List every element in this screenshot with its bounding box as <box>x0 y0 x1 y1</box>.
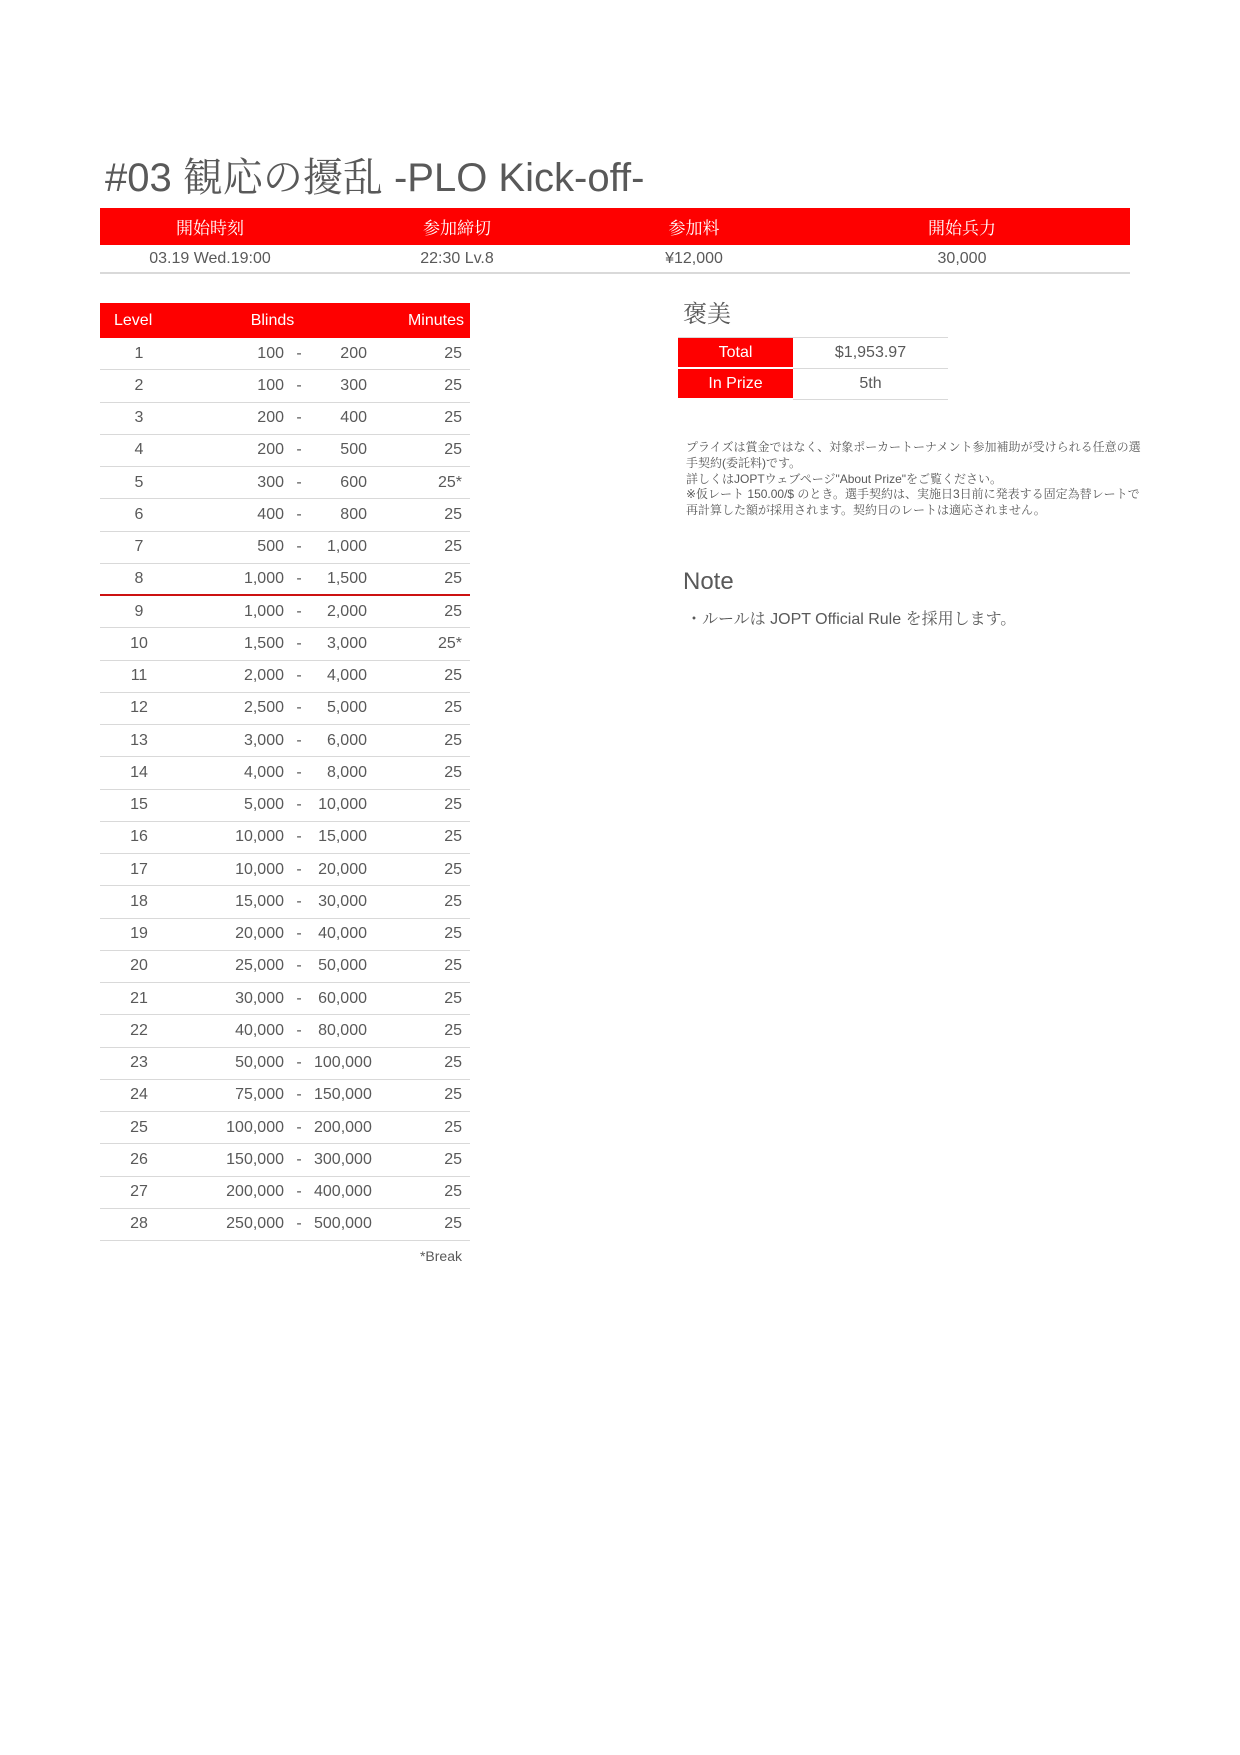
small-blind-cell: 150,000 <box>226 1150 284 1168</box>
blinds-separator: - <box>296 376 302 394</box>
big-blind-cell: 50,000 <box>318 957 367 975</box>
big-blind-cell: 8,000 <box>326 763 367 781</box>
big-blind-cell: 100,000 <box>314 1054 372 1072</box>
small-blind-cell: 40,000 <box>235 1021 284 1039</box>
blinds-separator: - <box>296 699 302 717</box>
blinds-row-level-15 <box>100 790 470 822</box>
minutes-cell: 25 <box>444 763 462 781</box>
big-blind-cell: 6,000 <box>326 731 367 749</box>
minutes-cell: 25 <box>444 602 462 620</box>
blinds-row-level-19 <box>100 919 470 951</box>
blinds-row-level-26 <box>100 1144 470 1176</box>
info-value-start-time: 03.19 Wed.19:00 <box>149 249 271 267</box>
minutes-cell: 25 <box>444 699 462 717</box>
blinds-row-level-12 <box>100 693 470 725</box>
prize-in-prize-value: 5th <box>793 369 948 400</box>
big-blind-cell: 80,000 <box>318 1021 367 1039</box>
blinds-row-level-13 <box>100 725 470 757</box>
minutes-cell: 25 <box>444 957 462 975</box>
info-header-reg-close: 参加締切 <box>423 219 491 238</box>
minutes-cell: 25 <box>444 925 462 943</box>
level-cell: 21 <box>130 989 148 1007</box>
small-blind-cell: 2,500 <box>243 699 284 717</box>
blinds-row-level-10 <box>100 628 470 660</box>
minutes-cell: 25 <box>444 731 462 749</box>
level-cell: 7 <box>134 538 144 556</box>
minutes-cell: 25 <box>444 538 462 556</box>
blinds-separator: - <box>296 441 302 459</box>
minutes-cell: 25 <box>444 989 462 1007</box>
level-cell: 9 <box>134 602 144 620</box>
blinds-separator: - <box>296 892 302 910</box>
blinds-separator: - <box>296 731 302 749</box>
blinds-row-level-28 <box>100 1209 470 1241</box>
info-value-starting-stack: 30,000 <box>937 249 987 267</box>
minutes-cell: 25 <box>444 796 462 814</box>
minutes-cell: 25 <box>444 1150 462 1168</box>
level-cell: 23 <box>130 1054 148 1072</box>
blinds-separator: - <box>296 1086 302 1104</box>
minutes-cell: 25 <box>444 1215 462 1233</box>
prize-note-line: プライズは賞金ではなく、対象ポーカートーナメント参加補助が受けられる任意の選手契約(委託料)です。 <box>686 440 1141 470</box>
info-value-entry-fee: ¥12,000 <box>665 249 723 267</box>
blinds-row-level-21 <box>100 983 470 1015</box>
small-blind-cell: 10,000 <box>235 860 284 878</box>
break-footnote: *Break <box>419 1248 462 1264</box>
big-blind-cell: 600 <box>340 473 367 491</box>
small-blind-cell: 1,000 <box>243 569 284 587</box>
small-blind-cell: 4,000 <box>243 763 284 781</box>
level-cell: 2 <box>134 376 144 394</box>
level-cell: 20 <box>130 957 148 975</box>
blinds-table-header <box>100 303 470 338</box>
prize-total-value: $1,953.97 <box>793 338 948 369</box>
blinds-header-minutes: Minutes <box>407 311 464 329</box>
blinds-separator: - <box>296 1118 302 1136</box>
big-blind-cell: 800 <box>340 505 367 523</box>
level-cell: 1 <box>134 344 144 362</box>
small-blind-cell: 100,000 <box>226 1118 284 1136</box>
big-blind-cell: 300,000 <box>314 1150 372 1168</box>
blinds-row-level-14 <box>100 757 470 789</box>
big-blind-cell: 500,000 <box>314 1215 372 1233</box>
note-rule-item: ・ルールは JOPT Official Rule を採用します。 <box>686 611 1017 628</box>
blinds-separator: - <box>296 602 302 620</box>
blinds-separator: - <box>296 1054 302 1072</box>
level-cell: 11 <box>130 667 148 685</box>
small-blind-cell: 100 <box>257 344 284 362</box>
blinds-row-level-16 <box>100 822 470 854</box>
minutes-cell: 25 <box>444 1118 462 1136</box>
page-title: #03 観応の擾乱 -PLO Kick-off- <box>105 156 645 200</box>
small-blind-cell: 200 <box>257 441 284 459</box>
blinds-separator: - <box>296 505 302 523</box>
small-blind-cell: 75,000 <box>235 1086 284 1104</box>
prize-in-prize-label: In Prize <box>678 369 793 400</box>
blinds-separator: - <box>296 667 302 685</box>
blinds-row-level-20 <box>100 951 470 983</box>
big-blind-cell: 15,000 <box>318 828 367 846</box>
big-blind-cell: 200 <box>340 344 367 362</box>
level-cell: 17 <box>130 860 148 878</box>
blinds-separator: - <box>296 473 302 491</box>
small-blind-cell: 1,500 <box>243 634 284 652</box>
info-values-row <box>100 245 1130 274</box>
level-cell: 27 <box>130 1183 148 1201</box>
blinds-row-level-18 <box>100 886 470 918</box>
blinds-separator: - <box>296 925 302 943</box>
minutes-cell: 25 <box>444 376 462 394</box>
minutes-cell: 25 <box>444 1183 462 1201</box>
blinds-row-level-17 <box>100 854 470 886</box>
level-cell: 14 <box>130 763 148 781</box>
level-cell: 15 <box>130 796 148 814</box>
small-blind-cell: 10,000 <box>235 828 284 846</box>
big-blind-cell: 20,000 <box>318 860 367 878</box>
blinds-separator: - <box>296 796 302 814</box>
level-cell: 3 <box>134 409 144 427</box>
level-cell: 5 <box>134 473 144 491</box>
blinds-separator: - <box>296 634 302 652</box>
info-header-starting-stack: 開始兵力 <box>928 219 996 238</box>
big-blind-cell: 3,000 <box>326 634 367 652</box>
blinds-row-level-5 <box>100 467 470 499</box>
big-blind-cell: 5,000 <box>326 699 367 717</box>
level-cell: 16 <box>130 828 148 846</box>
minutes-cell: 25 <box>444 860 462 878</box>
minutes-cell: 25 <box>444 828 462 846</box>
small-blind-cell: 500 <box>257 538 284 556</box>
blinds-table-body <box>100 338 470 1241</box>
blinds-separator: - <box>296 763 302 781</box>
level-cell: 10 <box>130 634 148 652</box>
minutes-cell: 25 <box>444 505 462 523</box>
info-header-start-time: 開始時刻 <box>176 219 244 238</box>
blinds-separator: - <box>296 989 302 1007</box>
prize-row-in-prize <box>678 369 948 400</box>
blinds-separator: - <box>296 409 302 427</box>
big-blind-cell: 2,000 <box>326 602 367 620</box>
blinds-separator: - <box>296 1215 302 1233</box>
minutes-cell: 25* <box>437 634 462 652</box>
blinds-separator: - <box>296 860 302 878</box>
minutes-cell: 25 <box>444 409 462 427</box>
blinds-row-level-24 <box>100 1080 470 1112</box>
level-cell: 18 <box>130 892 148 910</box>
small-blind-cell: 30,000 <box>235 989 284 1007</box>
small-blind-cell: 200 <box>257 409 284 427</box>
level-cell: 26 <box>130 1150 148 1168</box>
minutes-cell: 25 <box>444 441 462 459</box>
big-blind-cell: 500 <box>340 441 367 459</box>
big-blind-cell: 30,000 <box>318 892 367 910</box>
big-blind-cell: 300 <box>340 376 367 394</box>
minutes-cell: 25 <box>444 892 462 910</box>
blinds-row-level-7 <box>100 532 470 564</box>
blinds-header-level: Level <box>114 311 153 329</box>
minutes-cell: 25 <box>444 667 462 685</box>
blinds-row-level-9 <box>100 596 470 628</box>
blinds-separator: - <box>296 344 302 362</box>
minutes-cell: 25 <box>444 344 462 362</box>
small-blind-cell: 50,000 <box>235 1054 284 1072</box>
blinds-row-level-2 <box>100 370 470 402</box>
big-blind-cell: 60,000 <box>318 989 367 1007</box>
blinds-separator: - <box>296 1150 302 1168</box>
minutes-cell: 25 <box>444 1054 462 1072</box>
info-header-entry-fee: 参加料 <box>668 219 720 238</box>
prize-row-total <box>678 338 948 369</box>
small-blind-cell: 300 <box>257 473 284 491</box>
big-blind-cell: 4,000 <box>326 667 367 685</box>
prize-total-label: Total <box>678 338 793 369</box>
info-header-bar <box>100 208 1130 245</box>
blinds-separator: - <box>296 828 302 846</box>
blinds-row-level-11 <box>100 661 470 693</box>
blinds-row-level-6 <box>100 499 470 531</box>
blinds-header-blinds: Blinds <box>250 311 295 329</box>
prize-heading: 褒美 <box>683 301 731 328</box>
small-blind-cell: 250,000 <box>226 1215 284 1233</box>
big-blind-cell: 1,000 <box>326 538 367 556</box>
small-blind-cell: 25,000 <box>235 957 284 975</box>
level-cell: 12 <box>130 699 148 717</box>
level-cell: 28 <box>130 1215 148 1233</box>
level-cell: 24 <box>130 1086 148 1104</box>
blinds-separator: - <box>296 1183 302 1201</box>
minutes-cell: 25 <box>444 569 462 587</box>
blinds-row-level-4 <box>100 435 470 467</box>
big-blind-cell: 400 <box>340 409 367 427</box>
blinds-separator: - <box>296 957 302 975</box>
big-blind-cell: 200,000 <box>314 1118 372 1136</box>
big-blind-cell: 1,500 <box>326 569 367 587</box>
level-cell: 22 <box>130 1021 148 1039</box>
big-blind-cell: 150,000 <box>314 1086 372 1104</box>
small-blind-cell: 15,000 <box>235 892 284 910</box>
blinds-row-level-27 <box>100 1177 470 1209</box>
blinds-separator: - <box>296 1021 302 1039</box>
small-blind-cell: 3,000 <box>243 731 284 749</box>
level-cell: 6 <box>134 505 144 523</box>
prize-notes <box>686 440 1148 519</box>
small-blind-cell: 20,000 <box>235 925 284 943</box>
minutes-cell: 25 <box>444 1021 462 1039</box>
level-cell: 4 <box>134 441 144 459</box>
small-blind-cell: 1,000 <box>243 602 284 620</box>
big-blind-cell: 400,000 <box>314 1183 372 1201</box>
blinds-row-level-8 <box>100 564 470 596</box>
info-value-reg-close: 22:30 Lv.8 <box>420 249 494 267</box>
blinds-table <box>100 303 470 1241</box>
blinds-row-level-23 <box>100 1048 470 1080</box>
level-cell: 13 <box>130 731 148 749</box>
blinds-row-level-3 <box>100 403 470 435</box>
level-cell: 25 <box>130 1118 148 1136</box>
note-heading: Note <box>683 568 734 595</box>
small-blind-cell: 400 <box>257 505 284 523</box>
blinds-separator: - <box>296 538 302 556</box>
level-cell: 19 <box>130 925 148 943</box>
small-blind-cell: 100 <box>257 376 284 394</box>
prize-note-line: ※仮レート 150.00/$ のとき。選手契約は、実施日3日前に発表する固定為替レートで再計算した額が採用されます。契約日のレートは適応されません。 <box>686 487 1140 518</box>
big-blind-cell: 10,000 <box>318 796 367 814</box>
prize-table <box>678 337 948 400</box>
minutes-cell: 25* <box>437 473 462 491</box>
minutes-cell: 25 <box>444 1086 462 1104</box>
small-blind-cell: 2,000 <box>243 667 284 685</box>
blinds-row-level-22 <box>100 1015 470 1047</box>
blinds-separator: - <box>296 569 302 587</box>
blinds-row-level-1 <box>100 338 470 370</box>
prize-note-line: 詳しくはJOPTウェブページ"About Prize"をご覧ください。 <box>686 471 1003 486</box>
level-cell: 8 <box>134 569 144 587</box>
blinds-row-level-25 <box>100 1112 470 1144</box>
big-blind-cell: 40,000 <box>318 925 367 943</box>
small-blind-cell: 200,000 <box>226 1183 284 1201</box>
small-blind-cell: 5,000 <box>243 796 284 814</box>
